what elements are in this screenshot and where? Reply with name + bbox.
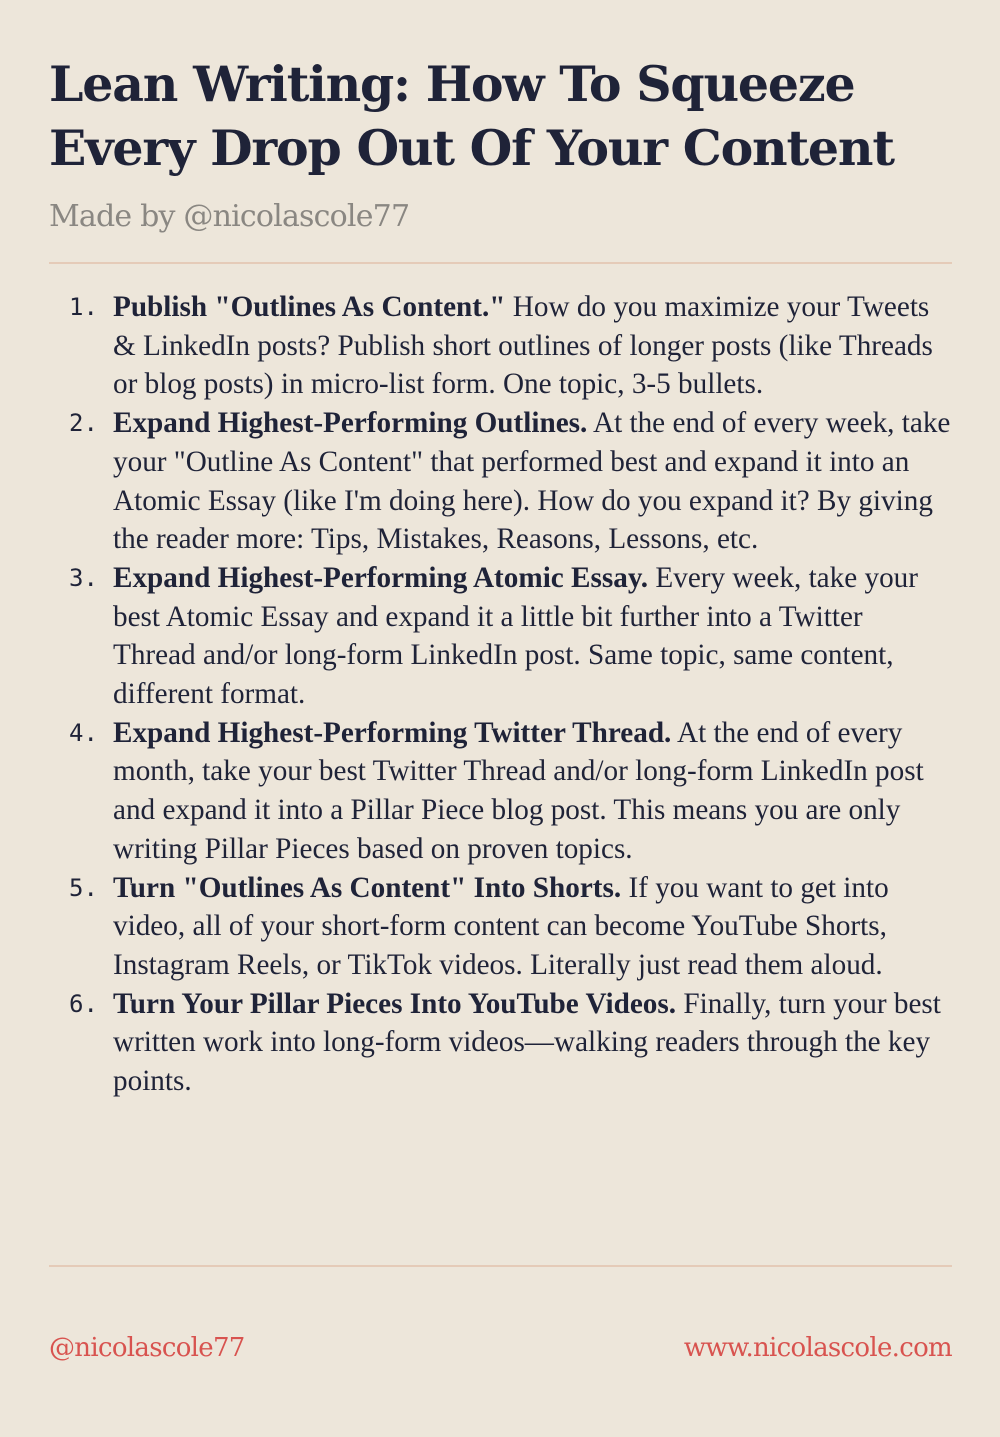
byline: Made by @nicolascole77	[49, 199, 410, 234]
item-body: Every week, take your best Atomic Essay and expand it a little bit further into a Twitter Thread and/or long-form LinkedIn post. Same topic, same content, different format.	[113, 561, 918, 711]
footer-website: www.nicolascole.com	[683, 1333, 952, 1363]
item-number: 1.	[69, 293, 98, 321]
list-item	[49, 869, 952, 985]
item-number: 3.	[69, 563, 98, 592]
footer-handle: @nicolascole77	[49, 1333, 245, 1363]
page-title: Lean Writing: How To Squeeze Every Drop Out Of Your Content	[49, 55, 894, 177]
item-heading: Expand Highest-Performing Atomic Essay.	[113, 561, 649, 594]
list-item	[49, 985, 952, 1101]
bottom-divider	[49, 1265, 952, 1267]
item-body: If you want to get into video, all of your short-form content can become YouTube Shorts, Instagram Reels, or TikTok videos. Literally just read them aloud.	[113, 871, 889, 981]
item-number: 2.	[69, 409, 98, 438]
tips-list	[49, 288, 952, 1101]
item-heading: Expand Highest-Performing Outlines.	[113, 407, 588, 440]
list-item	[49, 288, 952, 404]
item-number: 4.	[69, 718, 98, 747]
list-item	[49, 559, 952, 714]
item-heading: Turn "Outlines As Content" Into Shorts.	[113, 871, 622, 904]
item-heading: Expand Highest-Performing Twitter Thread.	[113, 716, 672, 749]
item-number: 6.	[69, 989, 98, 1018]
item-heading: Publish "Outlines As Content."	[113, 291, 506, 323]
content-card	[49, 0, 952, 1437]
item-body: At the end of every month, take your best Twitter Thread and/or long-form LinkedIn post and expand it into a Pillar Piece blog post. This means you are only writing Pillar Pieces based on proven topics.	[113, 716, 924, 865]
item-heading: Turn Your Pillar Pieces Into YouTube Videos.	[113, 987, 677, 1020]
list-item	[49, 714, 952, 869]
list-item	[49, 404, 952, 559]
item-number: 5.	[69, 873, 98, 902]
item-body: Finally, turn your best written work into long-form videos—walking readers through the key points.	[113, 987, 941, 1098]
top-divider	[49, 262, 952, 264]
item-body: How do you maximize your Tweets & LinkedIn posts? Publish short outlines of longer posts (like Threads or blog posts) in micro-list form. One topic, 3-5 bullets.	[113, 291, 933, 401]
item-body: At the end of every week, take your "Outline As Content" that performed best and expand it into an Atomic Essay (like I'm doing here). How do you expand it? By giving the reader more: Tips, Mistakes, Reasons, Lessons, etc.	[113, 407, 951, 556]
